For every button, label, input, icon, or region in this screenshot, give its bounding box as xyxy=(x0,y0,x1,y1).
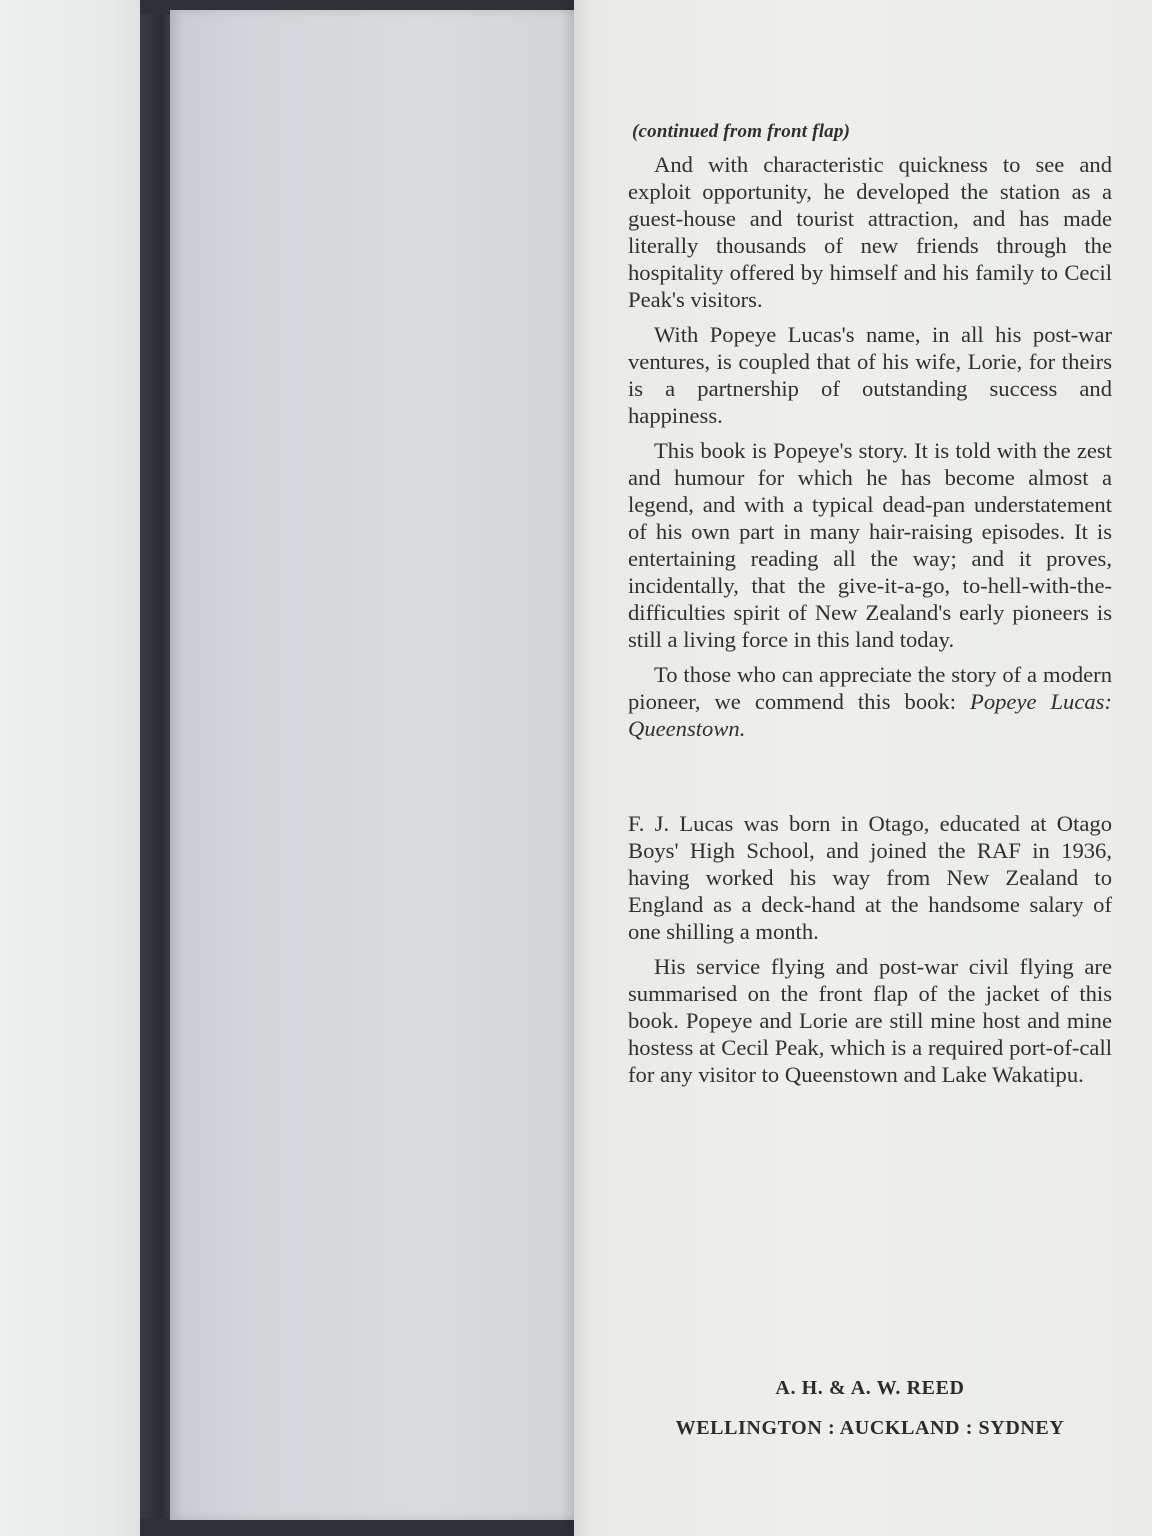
endpaper xyxy=(170,10,590,1520)
author-paragraph-1: F. J. Lucas was born in Otago, educated at Otago Boys' High School, and joined the RAF in 1936, having worked his way from New Zealand to England as a deck-hand at the handsome salary of one shilling a month. xyxy=(628,811,1112,944)
flap-paragraph-2: With Popeye Lucas's name, in all his post-war ventures, is coupled that of his wife, Lorie, for theirs is a partnership of outstanding success and happiness. xyxy=(628,322,1112,428)
commend-text: To those who can appreciate the story of a modern pioneer, we commend this book: xyxy=(628,662,1112,714)
flap-paragraph-1: And with characteristic quickness to see and exploit opportunity, he developed the station as a guest-house and tourist attraction, and has made literally thousands of new friends through the hospitality offered by himself and his family to Cecil Peak's visitors. xyxy=(628,152,1112,312)
left-page-edge xyxy=(0,0,158,1536)
continued-note: (continued from front flap) xyxy=(632,121,851,142)
flap-paragraph-3: This book is Popeye's story. It is told with the zest and humour for which he has become almost a legend, and with a typical dead-pan understatement of his own part in many hair-raising episodes. It is entertaining reading all the way; and it proves, incidentally, that the give-it-a-go, to-hell-with-the-difficulties spirit of New Zealand's early pioneers is still a living force in this land today. xyxy=(628,438,1112,652)
publisher-cities: WELLINGTON : AUCKLAND : SYDNEY xyxy=(675,1417,1065,1439)
flap-paragraph-4 xyxy=(628,661,1112,742)
publisher-imprint xyxy=(610,1368,1130,1448)
author-paragraph-2: His service flying and post-war civil flying are summarised on the front flap of the jacket of this book. Popeye and Lorie are still mine host and mine hostess at Cecil Peak, which is a required port-of-call for any visitor to Queenstown and Lake Wakatipu. xyxy=(628,954,1112,1087)
author-bio xyxy=(628,810,1112,1088)
flap-text xyxy=(628,118,1112,1096)
book-title: Popeye Lucas: Queenstown. xyxy=(628,689,1112,741)
publisher-name: A. H. & A. W. REED xyxy=(775,1377,965,1399)
